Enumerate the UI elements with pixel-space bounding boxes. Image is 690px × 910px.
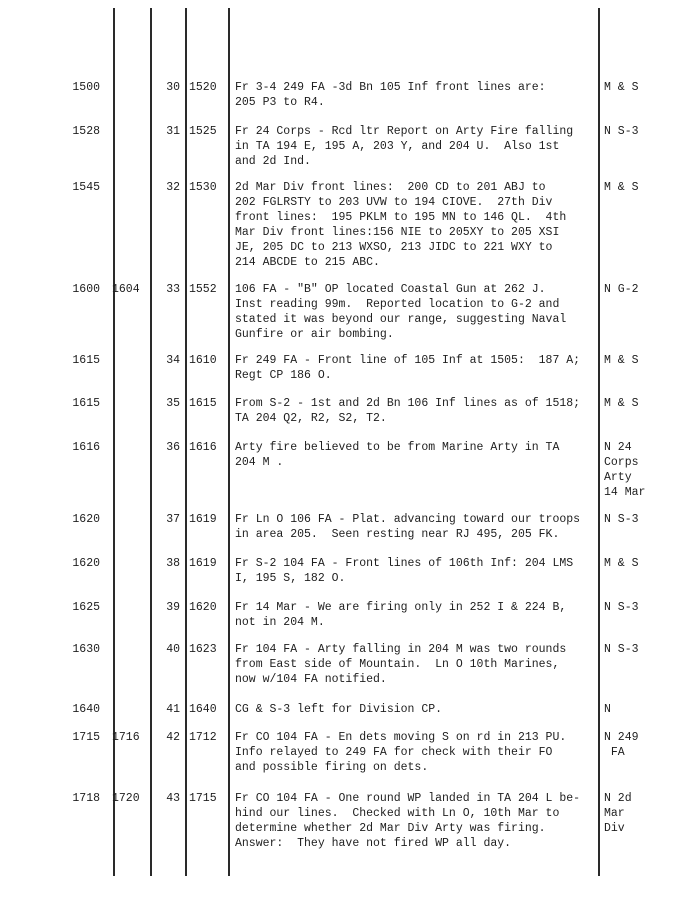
message-time: 1620 bbox=[189, 601, 217, 614]
action-taken-line: N 249 bbox=[604, 731, 639, 744]
action-taken bbox=[604, 396, 684, 411]
time-received: 1600 bbox=[72, 283, 100, 296]
message-text-line: CG & S-3 left for Division CP. bbox=[235, 703, 443, 716]
message-text-line: in area 205. Seen resting near RJ 495, 205 FK. bbox=[235, 528, 560, 541]
action-taken bbox=[604, 512, 684, 527]
message-text bbox=[235, 791, 597, 851]
message-number: 42 bbox=[166, 731, 180, 744]
message-text bbox=[235, 556, 597, 586]
action-taken-line: N 24 bbox=[604, 441, 632, 454]
action-taken-line: N bbox=[604, 703, 611, 716]
action-taken bbox=[604, 180, 684, 195]
action-taken-line: M & S bbox=[604, 397, 639, 410]
message-time: 1715 bbox=[189, 792, 217, 805]
message-text-line: Fr 249 FA - Front line of 105 Inf at 1505: 187 A; bbox=[235, 354, 581, 367]
time-received: 1620 bbox=[72, 557, 100, 570]
time-received: 1615 bbox=[72, 354, 100, 367]
action-taken bbox=[604, 124, 684, 139]
action-taken bbox=[604, 642, 684, 657]
message-number: 39 bbox=[166, 601, 180, 614]
message-number: 35 bbox=[166, 397, 180, 410]
message-text-line: Fr Ln O 106 FA - Plat. advancing toward our troops bbox=[235, 513, 581, 526]
message-time: 1712 bbox=[189, 731, 217, 744]
message-number: 40 bbox=[166, 643, 180, 656]
action-taken bbox=[604, 353, 684, 368]
message-text-line: Info relayed to 249 FA for check with their FO bbox=[235, 746, 553, 759]
message-text bbox=[235, 180, 597, 270]
time-delivered: 1716 bbox=[112, 731, 140, 744]
message-text-line: From S-2 - 1st and 2d Bn 106 Inf lines as of 1518; bbox=[235, 397, 581, 410]
message-text-line: Fr 3-4 249 FA -3d Bn 105 Inf front lines are: bbox=[235, 81, 546, 94]
message-time: 1552 bbox=[189, 283, 217, 296]
message-number: 36 bbox=[166, 441, 180, 454]
column-rule-1 bbox=[113, 8, 115, 876]
time-received: 1620 bbox=[72, 513, 100, 526]
time-received: 1616 bbox=[72, 441, 100, 454]
message-number: 33 bbox=[166, 283, 180, 296]
time-delivered: 1604 bbox=[112, 283, 140, 296]
action-taken-line: Mar bbox=[604, 807, 625, 820]
message-text-line: front lines: 195 PKLM to 195 MN to 146 QL. 4th bbox=[235, 211, 567, 224]
message-text-line: Fr 24 Corps - Rcd ltr Report on Arty Fire falling bbox=[235, 125, 574, 138]
action-taken bbox=[604, 556, 684, 571]
message-text-line: JE, 205 DC to 213 WXSO, 213 JIDC to 221 WXY to bbox=[235, 241, 553, 254]
message-time: 1530 bbox=[189, 181, 217, 194]
action-taken bbox=[604, 600, 684, 615]
message-text-line: I, 195 S, 182 O. bbox=[235, 572, 346, 585]
action-taken-line: M & S bbox=[604, 354, 639, 367]
message-text-line: Arty fire believed to be from Marine Arty in TA bbox=[235, 441, 560, 454]
message-text-line: Gunfire or air bombing. bbox=[235, 328, 394, 341]
message-text-line: Fr CO 104 FA - En dets moving S on rd in 213 PU. bbox=[235, 731, 567, 744]
time-received: 1715 bbox=[72, 731, 100, 744]
message-text bbox=[235, 512, 597, 542]
message-number: 37 bbox=[166, 513, 180, 526]
action-taken bbox=[604, 702, 684, 717]
action-taken-line: Div bbox=[604, 822, 625, 835]
message-text-line: determine whether 2d Mar Div Arty was firing. bbox=[235, 822, 546, 835]
message-number: 31 bbox=[166, 125, 180, 138]
message-text-line: Mar Div front lines:156 NIE to 205XY to 205 XSI bbox=[235, 226, 560, 239]
message-text bbox=[235, 642, 597, 687]
action-taken-line: 14 Mar bbox=[604, 486, 646, 499]
action-taken-line: Corps bbox=[604, 456, 639, 469]
message-number: 43 bbox=[166, 792, 180, 805]
time-received: 1615 bbox=[72, 397, 100, 410]
time-received: 1500 bbox=[72, 81, 100, 94]
action-taken-line: N G-2 bbox=[604, 283, 639, 296]
message-text-line: 205 P3 to R4. bbox=[235, 96, 325, 109]
message-text-line: hind our lines. Checked with Ln O, 10th Mar to bbox=[235, 807, 560, 820]
action-taken-line: N S-3 bbox=[604, 643, 639, 656]
message-text bbox=[235, 702, 597, 717]
action-taken-line: FA bbox=[604, 746, 625, 759]
message-text bbox=[235, 353, 597, 383]
time-received: 1625 bbox=[72, 601, 100, 614]
message-text-line: 106 FA - "B" OP located Coastal Gun at 262 J. bbox=[235, 283, 546, 296]
message-time: 1619 bbox=[189, 513, 217, 526]
message-time: 1619 bbox=[189, 557, 217, 570]
action-taken bbox=[604, 282, 684, 297]
message-text bbox=[235, 440, 597, 470]
time-received: 1630 bbox=[72, 643, 100, 656]
message-text-line: Fr CO 104 FA - One round WP landed in TA 204 L be- bbox=[235, 792, 581, 805]
message-time: 1616 bbox=[189, 441, 217, 454]
time-received: 1528 bbox=[72, 125, 100, 138]
column-rule-5 bbox=[598, 8, 600, 876]
action-taken-line: M & S bbox=[604, 181, 639, 194]
action-taken-line: N S-3 bbox=[604, 601, 639, 614]
message-time: 1615 bbox=[189, 397, 217, 410]
message-text-line: now w/104 FA notified. bbox=[235, 673, 387, 686]
message-text-line: 202 FGLRSTY to 203 UVW to 194 CIOVE. 27th Div bbox=[235, 196, 553, 209]
action-taken-line: M & S bbox=[604, 81, 639, 94]
message-text-line: and 2d Ind. bbox=[235, 155, 311, 168]
action-taken-line: N S-3 bbox=[604, 125, 639, 138]
message-text-line: stated it was beyond our range, suggesting Naval bbox=[235, 313, 567, 326]
action-taken bbox=[604, 440, 684, 500]
action-taken bbox=[604, 791, 684, 836]
message-time: 1525 bbox=[189, 125, 217, 138]
message-text-line: Answer: They have not fired WP all day. bbox=[235, 837, 512, 850]
time-received: 1545 bbox=[72, 181, 100, 194]
message-text-line: Regt CP 186 O. bbox=[235, 369, 332, 382]
message-number: 32 bbox=[166, 181, 180, 194]
column-rule-4 bbox=[228, 8, 230, 876]
message-text-line: in TA 194 E, 195 A, 203 Y, and 204 U. Also 1st bbox=[235, 140, 560, 153]
message-text-line: Inst reading 99m. Reported location to G-2 and bbox=[235, 298, 560, 311]
message-number: 41 bbox=[166, 703, 180, 716]
message-text bbox=[235, 282, 597, 342]
action-taken-line: M & S bbox=[604, 557, 639, 570]
message-time: 1640 bbox=[189, 703, 217, 716]
action-taken bbox=[604, 80, 684, 95]
message-text-line: 214 ABCDE to 215 ABC. bbox=[235, 256, 380, 269]
message-text-line: not in 204 M. bbox=[235, 616, 325, 629]
time-delivered: 1720 bbox=[112, 792, 140, 805]
message-text-line: and possible firing on dets. bbox=[235, 761, 429, 774]
message-text-line: 204 M . bbox=[235, 456, 284, 469]
message-time: 1610 bbox=[189, 354, 217, 367]
message-text-line: TA 204 Q2, R2, S2, T2. bbox=[235, 412, 387, 425]
time-received: 1718 bbox=[72, 792, 100, 805]
message-text bbox=[235, 600, 597, 630]
action-taken-line: Arty bbox=[604, 471, 632, 484]
message-time: 1623 bbox=[189, 643, 217, 656]
message-text-line: Fr S-2 104 FA - Front lines of 106th Inf: 204 LMS bbox=[235, 557, 574, 570]
action-taken-line: N 2d bbox=[604, 792, 632, 805]
message-text bbox=[235, 80, 597, 110]
message-text-line: 2d Mar Div front lines: 200 CD to 201 ABJ to bbox=[235, 181, 546, 194]
time-received: 1640 bbox=[72, 703, 100, 716]
message-number: 34 bbox=[166, 354, 180, 367]
action-taken-line: N S-3 bbox=[604, 513, 639, 526]
message-text bbox=[235, 124, 597, 169]
message-text bbox=[235, 730, 597, 775]
message-number: 30 bbox=[166, 81, 180, 94]
message-number: 38 bbox=[166, 557, 180, 570]
message-text-line: Fr 14 Mar - We are firing only in 252 I & 224 B, bbox=[235, 601, 567, 614]
message-text-line: from East side of Mountain. Ln O 10th Marines, bbox=[235, 658, 560, 671]
action-taken bbox=[604, 730, 684, 760]
column-rule-3 bbox=[185, 8, 187, 876]
message-time: 1520 bbox=[189, 81, 217, 94]
message-text-line: Fr 104 FA - Arty falling in 204 M was two rounds bbox=[235, 643, 567, 656]
message-text bbox=[235, 396, 597, 426]
